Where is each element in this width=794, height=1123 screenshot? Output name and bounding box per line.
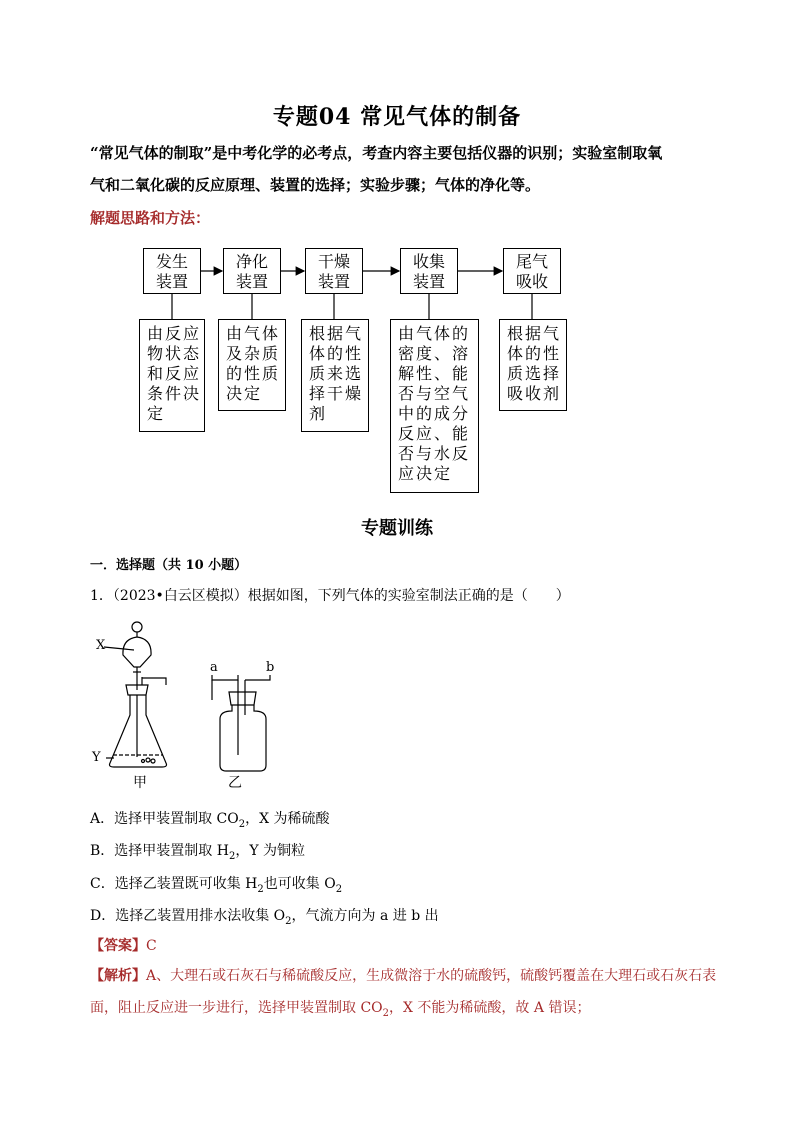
- page-title: 专题04 常见气体的制备: [272, 104, 522, 130]
- intro-line-2: 气和二氧化碳的反应原理、装置的选择；实验步骤；气体的净化等。: [90, 176, 541, 194]
- desc-line: 反应、能: [398, 424, 471, 443]
- stage-text: 装置: [412, 272, 445, 291]
- desc-line: 决定: [226, 384, 263, 403]
- stage-text: 吸收: [515, 272, 548, 291]
- desc-box-drying: [301, 319, 369, 432]
- figure-label-x: X: [96, 638, 106, 653]
- stage-text: 装置: [317, 272, 350, 291]
- flask-apparatus: [104, 622, 167, 767]
- option-b: B．选择甲装置制取 $H_2$，Y 为铜粒: [90, 843, 306, 862]
- desc-line: 由反应: [147, 324, 202, 343]
- desc-box-generation: [139, 319, 205, 432]
- stage-text: 装置: [155, 272, 188, 291]
- stage-text: 发生: [155, 252, 188, 271]
- desc-line: 解性、能: [398, 364, 471, 383]
- desc-line: 由气体的: [398, 324, 471, 343]
- desc-line: 应决定: [398, 464, 453, 483]
- desc-box-tail-gas: [499, 319, 567, 411]
- figure-caption-left: 甲: [133, 775, 147, 791]
- desc-line: 质选择: [507, 364, 562, 383]
- figure-label-a: a: [210, 660, 218, 675]
- intro-line-1: “常见气体的制取”是中考化学的必考点，考查内容主要包括仪器的识别；实验室制取氧: [90, 144, 663, 162]
- desc-line: 否与水反: [398, 444, 471, 463]
- desc-line: 体的性: [309, 344, 364, 363]
- figure-caption-right: 乙: [228, 775, 242, 791]
- option-c: C．选择乙装置既可收集 $H_2$也可收集 $O_2$: [90, 876, 343, 895]
- stage-text: 净化: [235, 252, 268, 271]
- apparatus-figure: [90, 615, 310, 795]
- stage-text: 收集: [412, 252, 445, 271]
- desc-line: 及杂质: [226, 344, 281, 363]
- figure-label-y: Y: [92, 750, 101, 765]
- desc-line: 中的成分: [398, 404, 471, 423]
- stage-text: 干燥: [317, 252, 350, 271]
- desc-line: 择干燥: [309, 384, 364, 403]
- desc-line: 根据气: [309, 324, 364, 343]
- desc-line: 定: [147, 404, 166, 423]
- desc-box-purification: [218, 319, 286, 411]
- stage-text: 装置: [235, 272, 268, 291]
- desc-line: 剂: [309, 404, 328, 423]
- desc-line: 吸收剂: [507, 384, 562, 403]
- desc-line: 否与空气: [398, 384, 471, 403]
- desc-line: 体的性: [507, 344, 562, 363]
- section-heading: 一．选择题（共 10 小题）: [90, 558, 248, 573]
- section-title: 专题训练: [361, 518, 433, 539]
- question-stem: 1．（2023•白云区模拟）根据如图，下列气体的实验室制法正确的是（ ）: [90, 588, 570, 604]
- stage-text: 尾气: [515, 252, 548, 271]
- desc-line: 由气体: [226, 324, 281, 343]
- analysis-line-1: 【解析】A、大理石或石灰石与稀硫酸反应，生成微溶于水的硫酸钙，硫酸钙覆盖在大理石或石灰石表: [90, 968, 717, 984]
- desc-line: 物状态: [147, 344, 202, 363]
- analysis-line-2: 面，阻止反应进一步进行，选择甲装置制取 $CO_2$，X 不能为稀硫酸，故 A 错误；: [90, 1000, 591, 1019]
- option-d: D．选择乙装置用排水法收集 $O_2$，气流方向为 a 进 b 出: [90, 908, 439, 927]
- desc-line: 条件决: [147, 384, 202, 403]
- desc-line: 质来选: [309, 364, 364, 383]
- answer-line: 【答案】C: [90, 938, 157, 954]
- figure-label-b: b: [266, 660, 275, 675]
- method-label: 解题思路和方法：: [90, 209, 211, 227]
- desc-box-collection: [390, 319, 479, 493]
- gas-bottle-apparatus: [212, 675, 270, 771]
- desc-line: 的性质: [226, 364, 281, 383]
- desc-line: 根据气: [507, 324, 562, 343]
- desc-line: 和反应: [147, 364, 202, 383]
- desc-line: 密度、溶: [398, 344, 471, 363]
- option-a: A．选择甲装置制取 $CO_2$，X 为稀硫酸: [90, 811, 330, 830]
